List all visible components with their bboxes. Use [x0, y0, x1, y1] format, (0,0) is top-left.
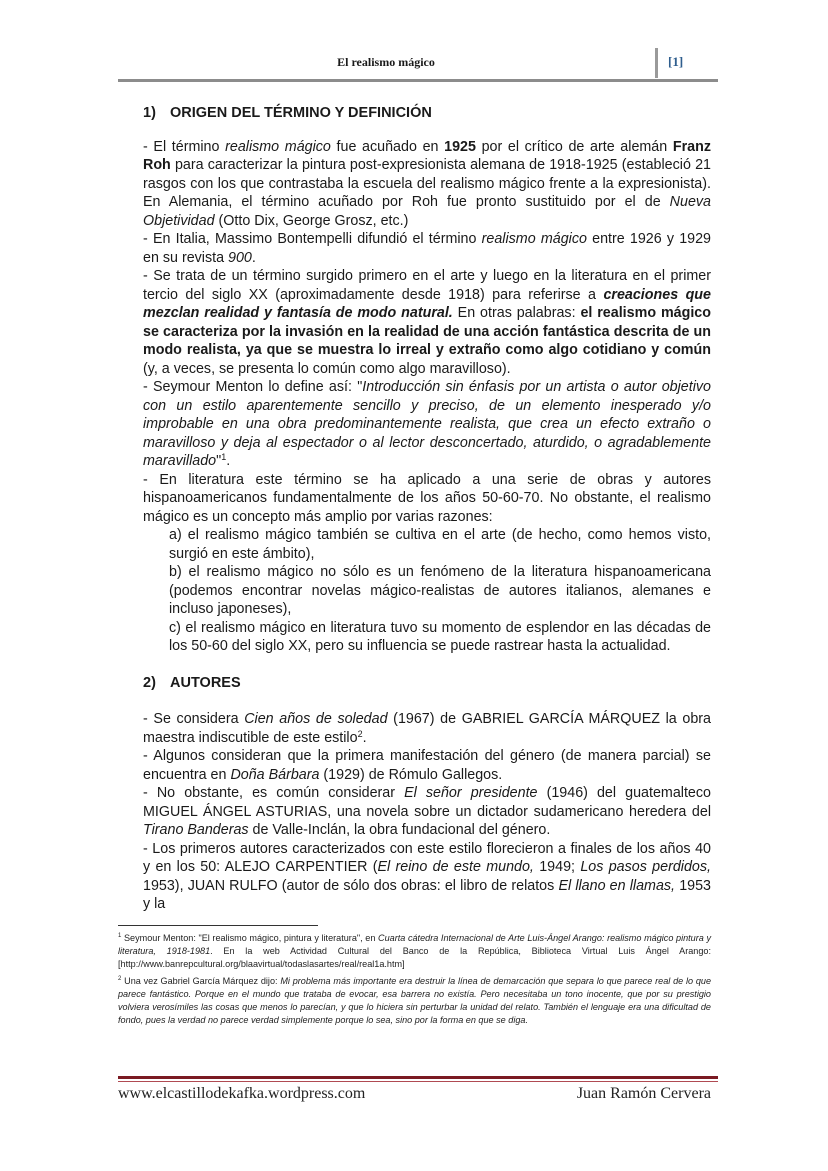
footnotes [118, 932, 711, 1032]
footnote-2: $^2$ Una vez Gabriel García Márquez dijo: Mi problema más importante era destruir la línea de demarcación que separa lo que parece real de lo que parece fantástico. Porque en el mundo que trataba de evocar, esa barrera no existía. Pero necesitaba un tono inocente, que por su prestigio volviera verosímiles las cosas que menos lo parecían, y que lo hiciera sin perturbar la unidad del relato. También el lenguaje era una dificultad de fondo, pues la verdad no parece verdad simplemente porque lo sea, sino por la forma en que se diga. [118, 976, 712, 1025]
document-body [143, 94, 711, 914]
list-item: c) el realismo mágico en literatura tuvo su momento de esplendor en las décadas de los 50-60 del siglo XX, pero su influencia se puede rastrear hasta la actualidad. [169, 619, 711, 654]
header-divider [655, 48, 658, 78]
header-title: El realismo mágico [337, 55, 435, 69]
paragraph: - Seymour Menton lo define así: "Introducción sin énfasis por un artista o autor objetivo con un estilo aparentemente sencillo y preciso, de un elemento inesperado y/o improbable en una obra predominantemente realista, que crea un efecto extraño o maravilloso y deja al espectador o al lector desconcertado, aturdido, o agradablemente maravillado"$^1$. [143, 379, 711, 469]
paragraph: - Se considera Cien años de soledad (1967) de GABRIEL GARCÍA MÁRQUEZ la obra maestra indiscutible de este estilo$^2$. [143, 711, 711, 746]
section-number: 2) [143, 674, 156, 691]
page-number: [1] [668, 54, 684, 69]
paragraph: - Algunos consideran que la primera manifestación del género (de manera parcial) se encuentra en Doña Bárbara (1929) de Rómulo Gallegos. [143, 748, 711, 783]
footnote-ref: 2 [357, 728, 363, 739]
paragraph: - No obstante, es común considerar El señor presidente (1946) del guatemalteco MIGUEL ÁNGEL ASTURIAS, una novela sobre un dictador sudamericano heredera del Tirano Banderas de Valle-Inclán, la obra fundacional del género. [143, 785, 711, 838]
footnote-ref: 1 [221, 452, 227, 462]
section-title: ORIGEN DEL TÉRMINO Y DEFINICIÓN [170, 105, 432, 121]
footer-rule [118, 1076, 718, 1079]
footnote-separator [118, 925, 318, 926]
section-heading-origin [143, 104, 711, 123]
paragraph: - En literatura este término se ha aplicado a una serie de obras y autores hispanoamericanos fundamentalmente de los años 50-60-70. No obstante, el realismo mágico es un concepto más amplio por varias razones: [143, 471, 711, 525]
header-rule [118, 79, 718, 82]
paragraph: - Los primeros autores caracterizados con este estilo florecieron a finales de los años 40 y en los 50: ALEJO CARPENTIER (El reino de este mundo, 1949; Los pasos perdidos, 1953), JUAN RULFO (autor de sólo dos obras: el libro de relatos El llano en llamas, 1953 y la [143, 840, 712, 912]
list-item: a) el realismo mágico también se cultiva en el arte (de hecho, como hemos visto, surgió en este ámbito), [169, 527, 711, 562]
section-title: AUTORES [170, 674, 241, 691]
footnote-1: $^1$ Seymour Menton: "El realismo mágico, pintura y literatura", en Cuarta cátedra Internacional de Arte Luis-Ángel Arango: realismo mágico pintura y literatura, 1918-1981. En la web Actividad Cultural del Banco de la República, Biblioteca Virtual Luis Ángel Arango: [http://www.banrepcultural.org/blaavirtual/todaslasartes/real/real1a.htm] [118, 933, 712, 969]
paragraph: - En Italia, Massimo Bontempelli difundió el término realismo mágico entre 1926 y 1929 en su revista 900. [143, 231, 711, 266]
paragraph: - El término realismo mágico fue acuñado en 1925 por el crítico de arte alemán Franz Roh para caracterizar la pintura post-expresionista alemana de 1918-1925 (estableció 21 rasgos con los que contrastaba la escuela del realismo mágico frente a la expresionista). En Alemania, el término acuñado por Roh fue pronto sustituido por el de Nueva Objetividad (Otto Dix, George Grosz, etc.) [143, 138, 711, 229]
footer-author: Juan Ramón Cervera [576, 1085, 711, 1102]
section-heading-authors [143, 674, 711, 693]
footer-rule-thin [118, 1081, 718, 1082]
footer-website: www.elcastillodekafka.wordpress.com [118, 1085, 366, 1102]
section-number: 1) [143, 105, 156, 121]
list-item: b) el realismo mágico no sólo es un fenómeno de la literatura hispanoamericana (podemos encontrar novelas mágico-realistas de autores italianos, alemanes e incluso japoneses), [169, 564, 711, 617]
paragraph: - Se trata de un término surgido primero en el arte y luego en la literatura en el primer tercio del siglo XX (aproximadamente desde 1918) para referirse a creaciones que mezclan realidad y fantasía de modo natural. En otras palabras: el realismo mágico se caracteriza por la invasión en la realidad de una acción fantástica descrita de un modo realista, ya que se muestra lo irreal y extraño como algo cotidiano y común (y, a veces, se presenta lo común como algo maravilloso). [143, 268, 711, 377]
